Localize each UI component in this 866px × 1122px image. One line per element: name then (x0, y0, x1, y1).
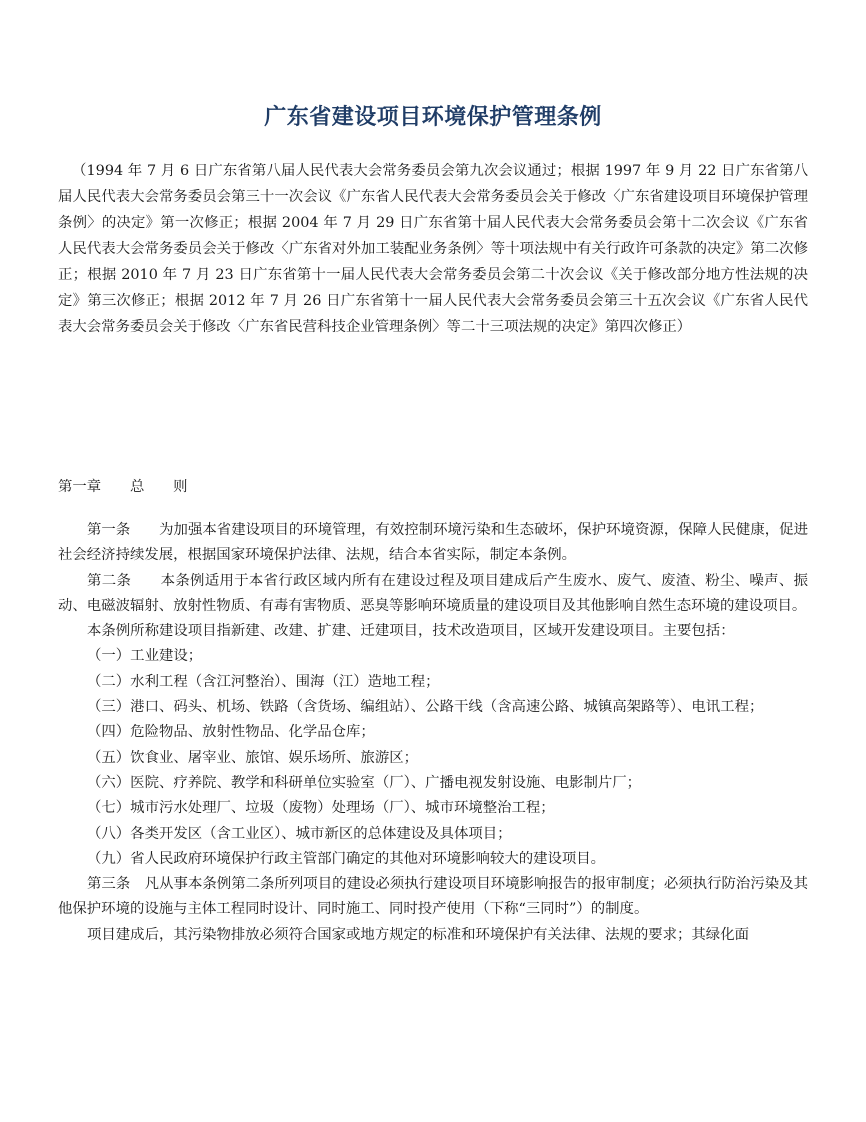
article-3-continuation: 项目建成后，其污染物排放必须符合国家或地方规定的标准和环境保护有关法律、法规的要求；其绿化面 (87, 926, 749, 943)
list-item: （二）水利工程（含江河整治）、围海（江）造地工程； (87, 673, 440, 690)
chapter-body (58, 518, 808, 948)
document-title: 广东省建设项目环境保护管理条例 (264, 104, 602, 130)
article-3: 第三条 凡从事本条例第二条所列项目的建设必须执行建设项目环境影响报告的报审制度；必须执行防治污染及其他保护环境的设施与主体工程同时设计、同时施工、同时投产使用（下称“三同时”）的制度。 (58, 876, 808, 918)
list-item: （一）工业建设； (87, 648, 203, 665)
list-item: （五）饮食业、屠宰业、旅馆、娱乐场所、旅游区； (87, 749, 418, 766)
chapter-heading: 第一章 总 则 (58, 479, 188, 495)
list-item: （七）城市污水处理厂、垃圾（废物）处理场（厂）、城市环境整治工程； (87, 800, 555, 817)
preamble-paragraph: （1994 年 7 月 6 日广东省第八届人民代表大会常务委员会第九次会议通过；根据 1997 年 9 月 22 日广东省第八届人民代表大会常务委员会第三十一次会议《广东省人民代表大会常务委员会关于修改〈广东省建设项目环境保护管理条例〉的决定》第一次修正；根据 2004 年 7 月 29 日广东省第十届人民代表大会常务委员会第十二次会议《广东省人民代表大会常务委员会关于修改〈广东省对外加工装配业务条例〉等十项法规中有关行政许可条款的决定》第二次修正；根据 2010 年 7 月 23 日广东省第十一届人民代表大会常务委员会第二十次会议《关于修改部分地方性法规的决定》第三次修正；根据 2012 年 7 月 26 日广东省第十一届人民代表大会常务委员会第三十五次会议《广东省人民代表大会常务委员会关于修改〈广东省民营科技企业管理条例〉等二十三项法规的决定》第四次修正） (58, 163, 808, 335)
article-1: 第一条 为加强本省建设项目的环境管理，有效控制环境污染和生态破坏，保护环境资源，保障人民健康，促进社会经济持续发展，根据国家环境保护法律、法规，结合本省实际，制定本条例。 (58, 522, 808, 564)
list-item: （三）港口、码头、机场、铁路（含货场、编组站）、公路干线（含高速公路、城镇高架路等）、电讯工程； (87, 699, 764, 716)
list-item: （四）危险物品、放射性物品、化学品仓库； (87, 724, 375, 741)
list-item: （九）省人民政府环境保护行政主管部门确定的其他对环境影响较大的建设项目。 (87, 850, 606, 867)
article-2-scope: 本条例所称建设项目指新建、改建、扩建、迁建项目，技术改造项目，区域开发建设项目。主要包括： (87, 623, 735, 640)
list-item: （八）各类开发区（含工业区）、城市新区的总体建设及具体项目； (87, 825, 512, 842)
list-item: （六）医院、疗养院、教学和科研单位实验室（厂）、广播电视发射设施、电影制片厂； (87, 774, 642, 791)
article-2: 第二条 本条例适用于本省行政区域内所有在建设过程及项目建成后产生废水、废气、废渣、粉尘、噪声、振动、电磁波辐射、放射性物质、有毒有害物质、恶臭等影响环境质量的建设项目及其他影响自然生态环境的建设项目。 (58, 572, 808, 614)
